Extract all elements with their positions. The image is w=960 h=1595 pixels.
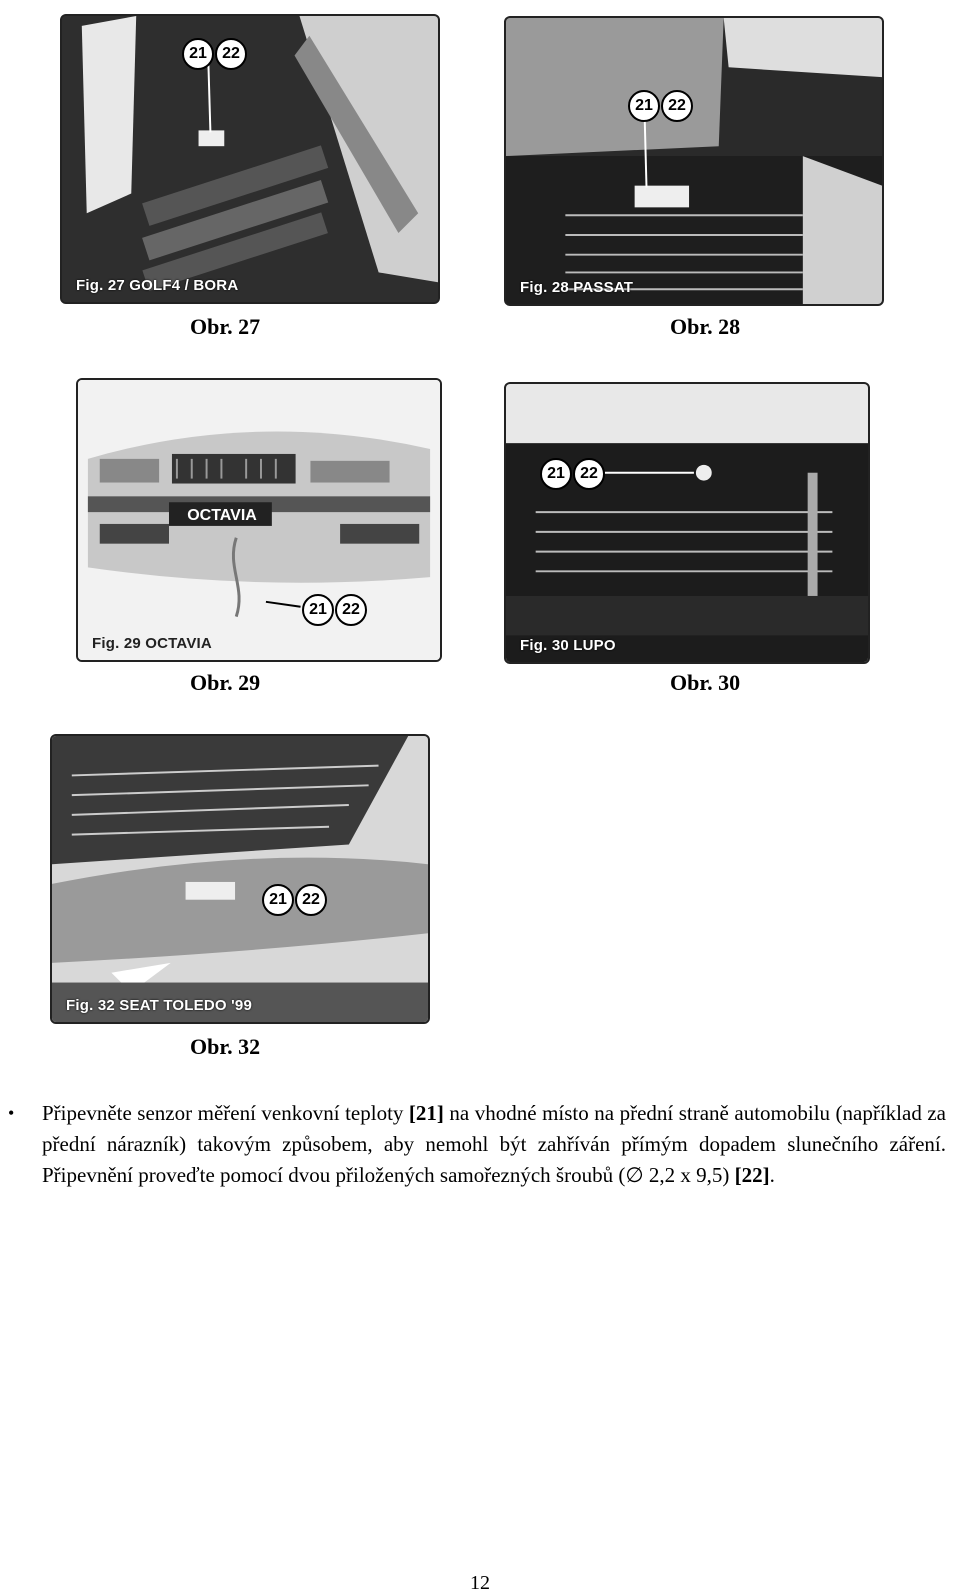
screw-reference: [22] [734,1163,770,1187]
page-number: 12 [470,1572,490,1594]
callout-22: 22 [661,90,693,122]
figure-28-caption: Obr. 28 [670,314,741,339]
callout-21-22 [182,38,247,70]
figure-28-photo [506,18,882,304]
callout-21-22 [262,884,327,916]
instruction-text-2: na vhodné místo na přední straně automobilu (například za přední nárazník) takovým způsobem, aby nemohl být zahříván přímým dopadem slunečního záření. Připevnění proveďte pomocí dvou přiložených samořezných šroubů ( [42,1101,946,1187]
figure-label: Fig. 29 OCTAVIA [92,635,212,652]
figure-label: Fig. 28 PASSAT [520,279,634,296]
callout-22: 22 [295,884,327,916]
callout-22: 22 [573,458,605,490]
figure-27-golf4-bora [60,14,440,304]
instruction-text-1: Připevněte senzor měření venkovní teploty [42,1101,409,1125]
callout-21: 21 [262,884,294,916]
figure-29-caption: Obr. 29 [190,670,261,695]
callout-22: 22 [215,38,247,70]
figure-28-passat [504,16,884,306]
figure-30-lupo [504,382,870,664]
bullet-icon: • [8,1103,15,1123]
diameter-icon: ∅ [625,1163,644,1187]
figure-label: Fig. 32 SEAT TOLEDO '99 [66,997,252,1014]
callout-21: 21 [302,594,334,626]
figure-label: Fig. 27 GOLF4 / BORA [76,277,239,294]
callout-21-22 [540,458,605,490]
callout-22: 22 [335,594,367,626]
figure-32-caption: Obr. 32 [190,1034,261,1059]
figure-label: Fig. 30 LUPO [520,637,616,654]
figure-29-octavia [76,378,442,662]
callout-21-22 [628,90,693,122]
instruction-text-3: 2,2 x 9,5) [643,1163,735,1187]
instruction-paragraph [42,1098,946,1191]
callout-21-22 [302,594,367,626]
sensor-reference: [21] [408,1101,444,1125]
figure-27-caption: Obr. 27 [190,314,261,339]
callout-21: 21 [540,458,572,490]
callout-21: 21 [628,90,660,122]
instruction-text-4: . [769,1163,775,1187]
figure-30-photo [506,384,868,662]
figure-30-caption: Obr. 30 [670,670,741,695]
figure-27-photo [62,16,438,302]
license-plate-text: OCTAVIA [187,507,257,524]
figure-32-seat-toledo [50,734,430,1024]
figure-32-photo [52,736,428,1022]
callout-21: 21 [182,38,214,70]
